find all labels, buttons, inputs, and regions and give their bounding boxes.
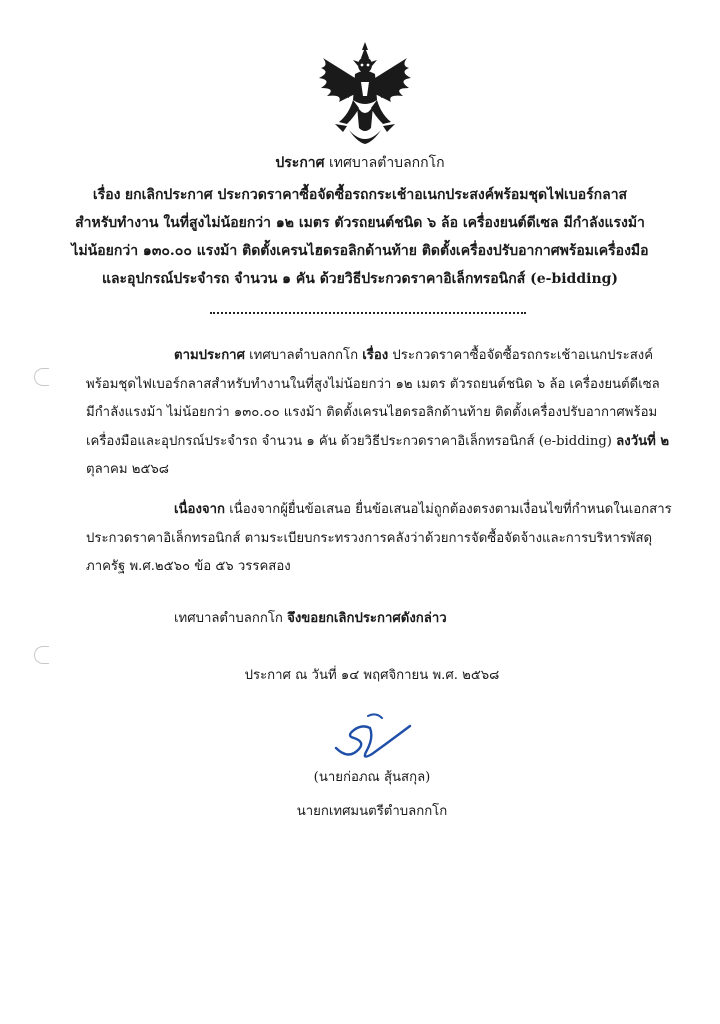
announcement-heading (0, 152, 720, 174)
p1-line-3: มีกำลังแรงม้า ไม่น้อยกว่า ๑๓๐.๐๐ แรงม้า ติดตั้งเครนไฮดรอลิกด้านท้าย ติดตั้งเครื่องปรับอากาศพร้อม (86, 405, 658, 420)
subject-line-2: สำหรับทำงาน ในที่สูงไม่น้อยกว่า ๑๒ เมตร ตัวรถยนต์ชนิด ๖ ล้อ เครื่องยนต์ดีเซล มีกำลังแรงม้า (75, 215, 645, 231)
p1-line-4 (86, 428, 670, 457)
p1-date-label: ลงวันที่ ๒ (616, 433, 670, 449)
subject-line-3: ไม่น้อยกว่า ๑๓๐.๐๐ แรงม้า ติดตั้งเครนไฮดรอลิกด้านท้าย ติดตั้งเครื่องปรับอากาศพร้อมเครื่องมือ (71, 243, 649, 259)
handwritten-signature (328, 708, 418, 764)
paragraph-reason (86, 496, 672, 582)
p3-org: เทศบาลตำบลกกโก (174, 611, 283, 626)
announce-org: เทศบาลตำบลกกโก (329, 155, 445, 171)
subject-line-1 (0, 184, 720, 206)
punch-hole-mark (34, 646, 49, 664)
paragraph-reference (86, 342, 670, 485)
p1-subject-label: เรื่อง (362, 348, 389, 363)
paragraph-cancellation (86, 605, 650, 634)
announcement-date: ประกาศ ณ วันที่ ๑๔ พฤศจิกายน พ.ศ. ๒๕๖๘ (244, 668, 500, 683)
announce-label: ประกาศ (275, 155, 325, 171)
p2-label: เนื่องจาก (174, 502, 225, 517)
separator-dotted-line (210, 312, 526, 314)
p1-line-1 (86, 342, 654, 371)
subject-text-1: ยกเลิกประกาศ ประกวดราคาซื้อจัดซื้อรถกระเช้าอเนกประสงค์พร้อมชุดไฟเบอร์กลาส (124, 187, 628, 203)
p3-line (86, 605, 650, 634)
p2-line-3: ภาครัฐ พ.ศ.๒๕๖๐ ข้อ ๕๖ วรรคสอง (86, 559, 291, 574)
p2-line-1-text: เนื่องจากผู้ยื่นข้อเสนอ ยื่นข้อเสนอไม่ถูกต้องตรงตามเงื่อนไขที่กำหนดในเอกสาร (229, 502, 672, 517)
p1-line-1-end: ประกวดราคาซื้อจัดซื้อรถกระเช้าอเนกประสงค์ (392, 348, 654, 363)
subject-label: เรื่อง (92, 187, 121, 203)
p1-org: เทศบาลตำบลกกโก (249, 348, 359, 363)
p1-line-4-text: เครื่องมือและอุปกรณ์ประจำรถ จำนวน ๑ คัน ด้วยวิธีประกวดราคาอิเล็กทรอนิกส์ (e-bidding) (86, 433, 612, 449)
p1-line-5: ตุลาคม ๒๕๖๘ (86, 462, 169, 477)
p2-line-1 (86, 496, 672, 525)
punch-hole-mark (34, 368, 49, 386)
p2-line-2: ประกวดราคาอิเล็กทรอนิกส์ ตามระเบียบกระทรวงการคลังว่าด้วยการจัดซื้อจัดจ้างและการบริหารพัสดุ (86, 530, 653, 546)
p1-label: ตามประกาศ (174, 348, 245, 363)
subject-line-4: และอุปกรณ์ประจำรถ จำนวน ๑ คัน ด้วยวิธีประกวดราคาอิเล็กทรอนิกส์ (e-bidding) (101, 271, 619, 287)
signer-name: (นายก่อภณ สุ้นสกุล) (313, 770, 431, 785)
signer-title: นายกเทศมนตรีตำบลกกโก (296, 804, 448, 819)
garuda-emblem-icon (309, 38, 421, 150)
p3-text: จึงขอยกเลิกประกาศดังกล่าว (287, 611, 447, 626)
p1-line-2: พร้อมชุดไฟเบอร์กลาสสำหรับทำงานในที่สูงไม่น้อยกว่า ๑๒ เมตร ตัวรถยนต์ชนิด ๖ ล้อ เครื่องยนต์ดีเซล (86, 376, 660, 392)
